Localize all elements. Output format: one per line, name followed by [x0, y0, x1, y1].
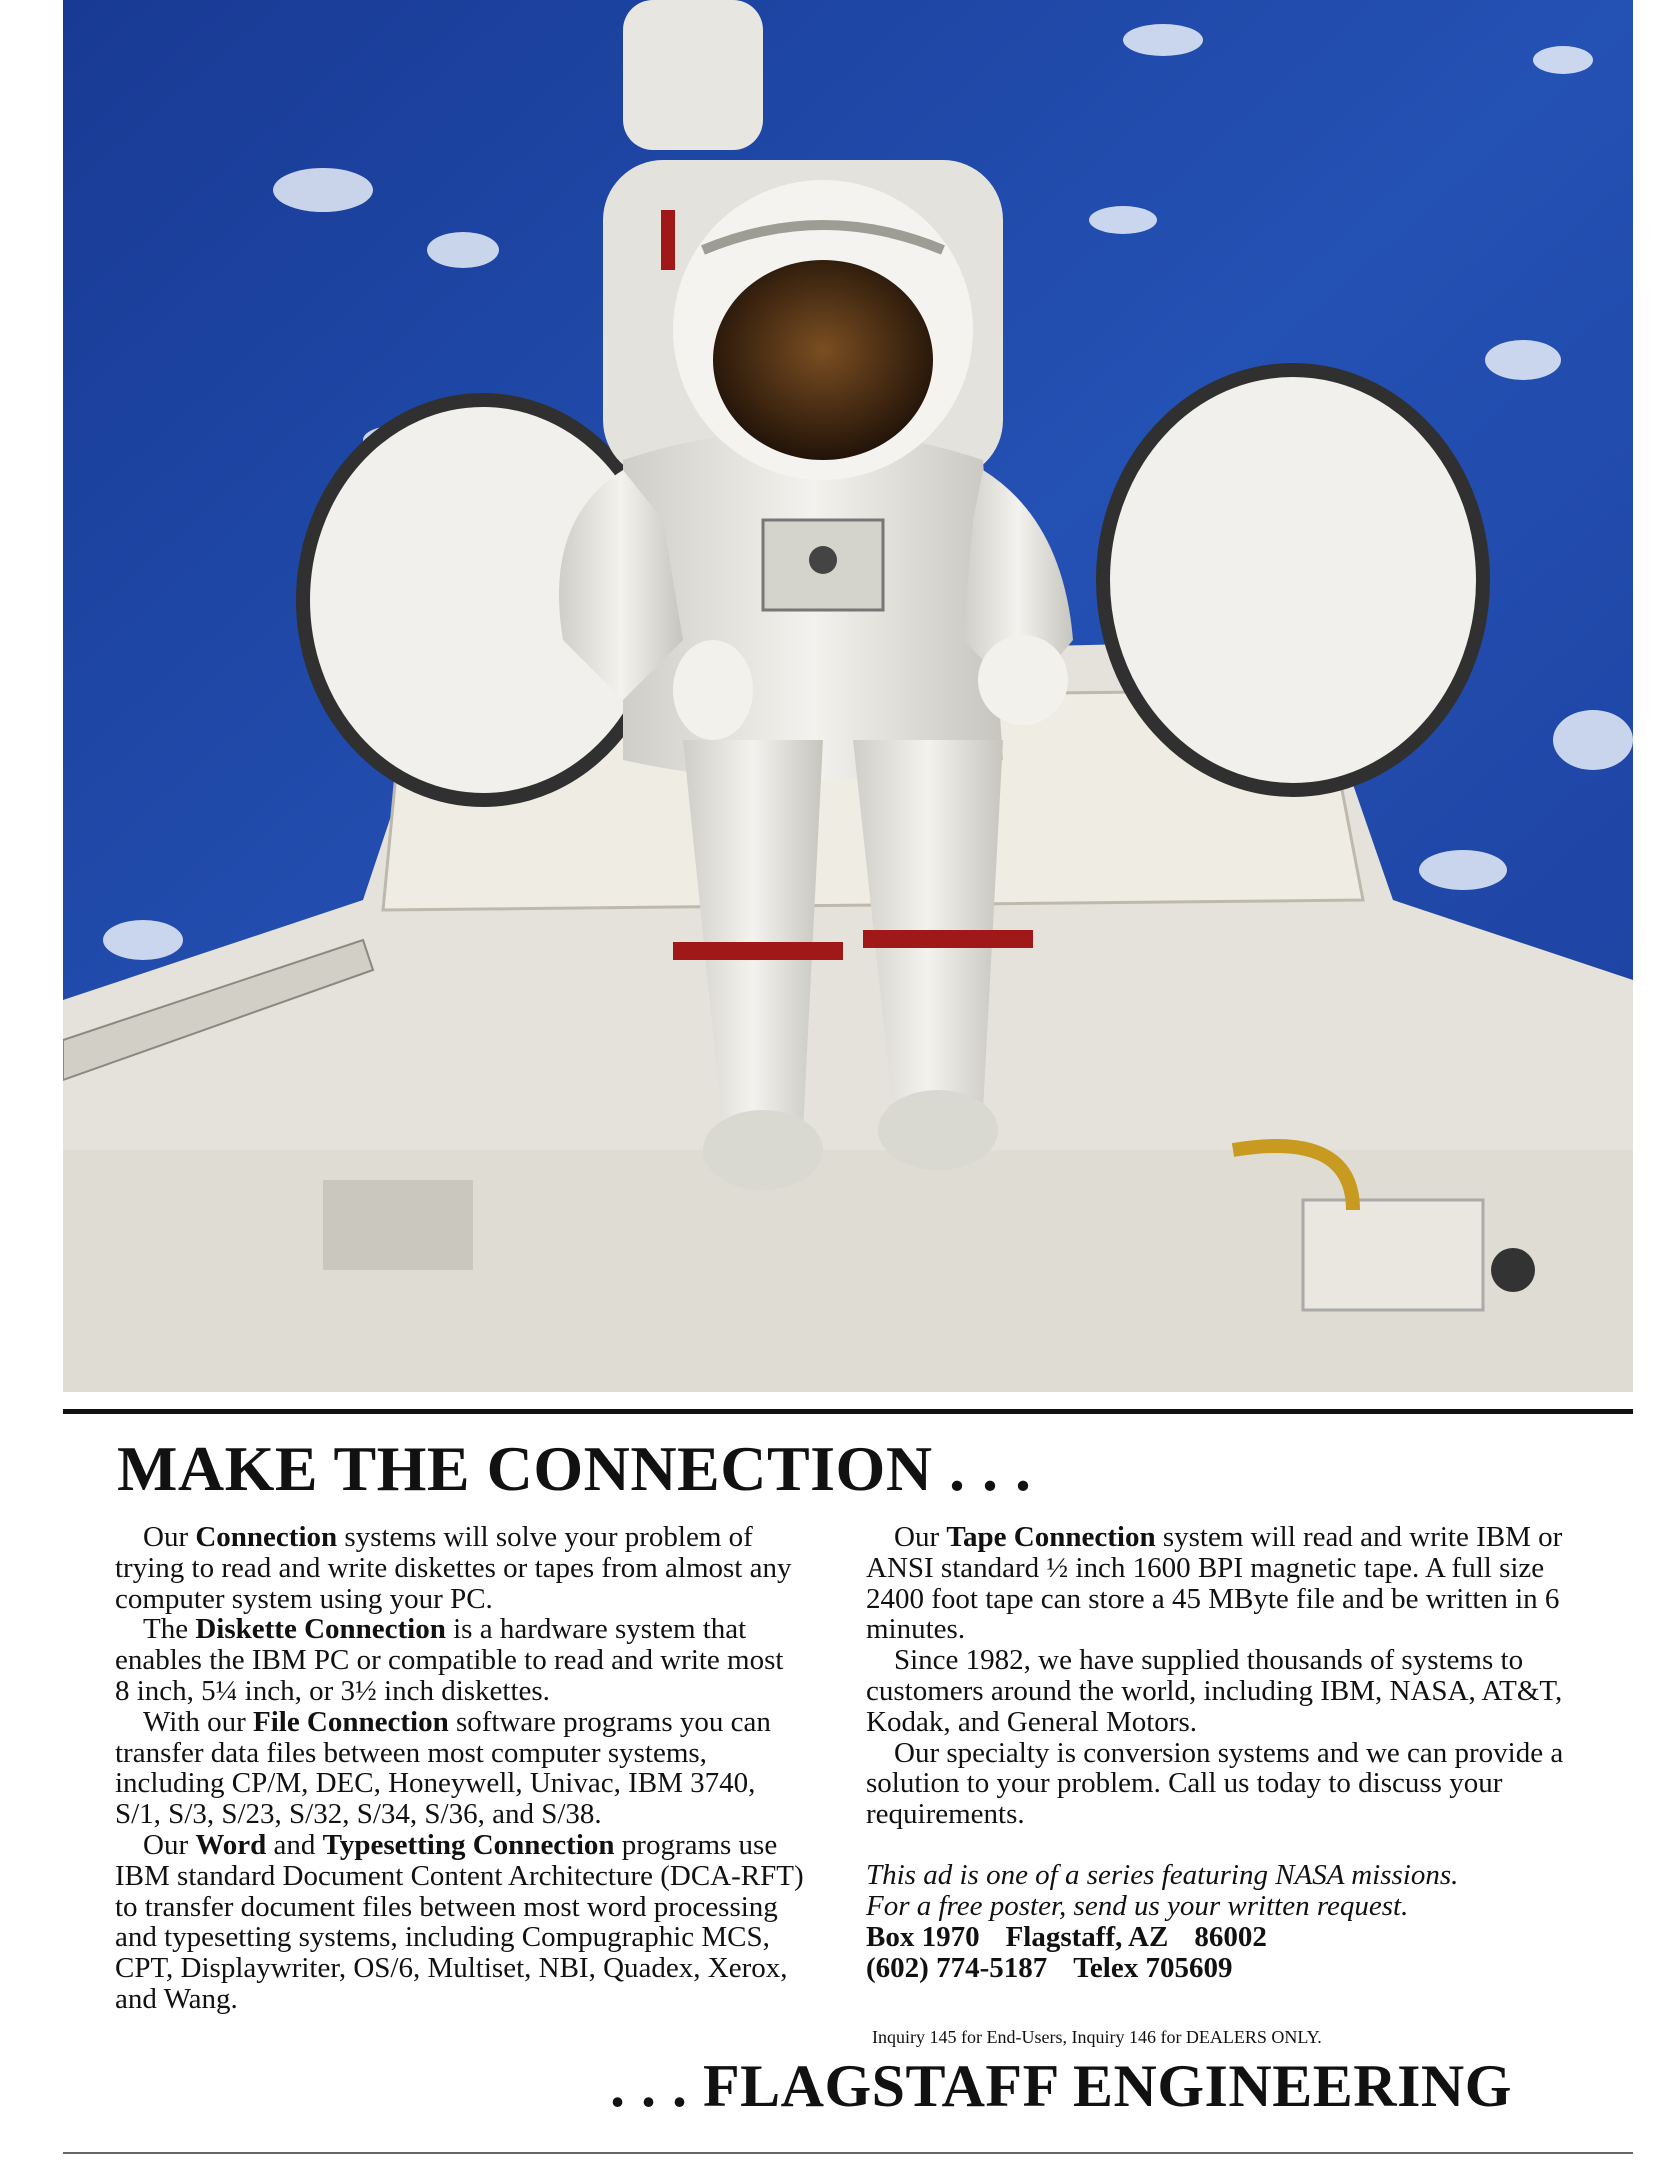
left-paragraph-1 [115, 1522, 805, 1614]
left-leg-stripe [673, 942, 843, 960]
phone-number: (602) 774-5187 [866, 1951, 1048, 1984]
ad-note [866, 1860, 1576, 1922]
text: and [266, 1828, 323, 1861]
bold-term: Tape Connection [946, 1521, 1156, 1553]
po-box: Box 1970 [866, 1920, 980, 1953]
text: With our [143, 1705, 253, 1738]
bold-term: File Connection [252, 1705, 449, 1738]
bold-term: Typesetting Connection [322, 1828, 615, 1861]
left-paragraph-3 [115, 1707, 805, 1830]
telex-number: Telex 705609 [1073, 1951, 1233, 1984]
bold-term: Connection [195, 1521, 338, 1553]
divider-rule [63, 1409, 1633, 1414]
zip-code: 86002 [1194, 1920, 1267, 1953]
left-paragraph-4 [115, 1830, 805, 2015]
company-signature: . . . FLAGSTAFF ENGINEERING [610, 2053, 1512, 2119]
ad-note-line-1: This ad is one of a series featuring NASA missions. [866, 1858, 1459, 1891]
right-paragraph-3: Our specialty is conversion systems and we can provide a solution to your problem. Call us today to discuss your requirements. [866, 1736, 1564, 1831]
bold-term: Word [195, 1828, 267, 1861]
city: Flagstaff, AZ [1005, 1920, 1169, 1953]
bottom-edge [63, 2152, 1633, 2154]
right-paragraph-1 [866, 1522, 1576, 1645]
right-module [1103, 370, 1483, 790]
text: Our [143, 1521, 196, 1553]
right-leg-stripe [863, 930, 1033, 948]
text: is a hardware system that enables the IBM PC or compatible to read and write most 8 inch, 5¼ inch, or 3½ inch diskettes. [115, 1613, 784, 1707]
astronaut-photo [63, 0, 1633, 1392]
left-column [115, 1522, 805, 2015]
text: The [143, 1613, 196, 1646]
text: programs use IBM standard Document Content Architecture (DCA-RFT) to transfer document files between most word processing and typesetting systems, including Compugraphic MCS, CPT, Displaywriter, OS/6, Multiset, NBI, Quadex, Xerox, and Wang. [115, 1828, 804, 2015]
left-paragraph-2 [115, 1614, 805, 1706]
bold-term: Diskette Connection [195, 1613, 446, 1646]
text: software programs you can transfer data files between most computer systems, including CP/M, DEC, Honeywell, Univac, IBM 3740, S/1, S/3, S/23, S/32, S/34, S/36, and S/38. [115, 1705, 771, 1831]
text: systems will solve your problem of trying to read and write diskettes or tapes from almost any computer system using your PC. [115, 1521, 792, 1615]
ad-note-line-2: For a free poster, send us your written request. [866, 1889, 1409, 1922]
astronaut-illustration [63, 0, 1633, 1392]
helmet-visor [713, 260, 933, 460]
right-column [866, 1522, 1576, 1984]
text: Our [894, 1521, 947, 1553]
headline: MAKE THE CONNECTION . . . [117, 1433, 1032, 1504]
address-block [866, 1922, 1576, 1984]
right-paragraph-2: Since 1982, we have supplied thousands of systems to customers around the world, including IBM, NASA, AT&T, Kodak, and General Motors. [866, 1644, 1563, 1738]
text: system will read and write IBM or ANSI standard ½ inch 1600 BPI magnetic tape. A full size 2400 foot tape can store a 45 MByte file and be written in 6 minutes. [866, 1521, 1563, 1646]
text: Our [143, 1828, 196, 1861]
inquiry-note: Inquiry 145 for End-Users, Inquiry 146 for DEALERS ONLY. [872, 2027, 1322, 2047]
